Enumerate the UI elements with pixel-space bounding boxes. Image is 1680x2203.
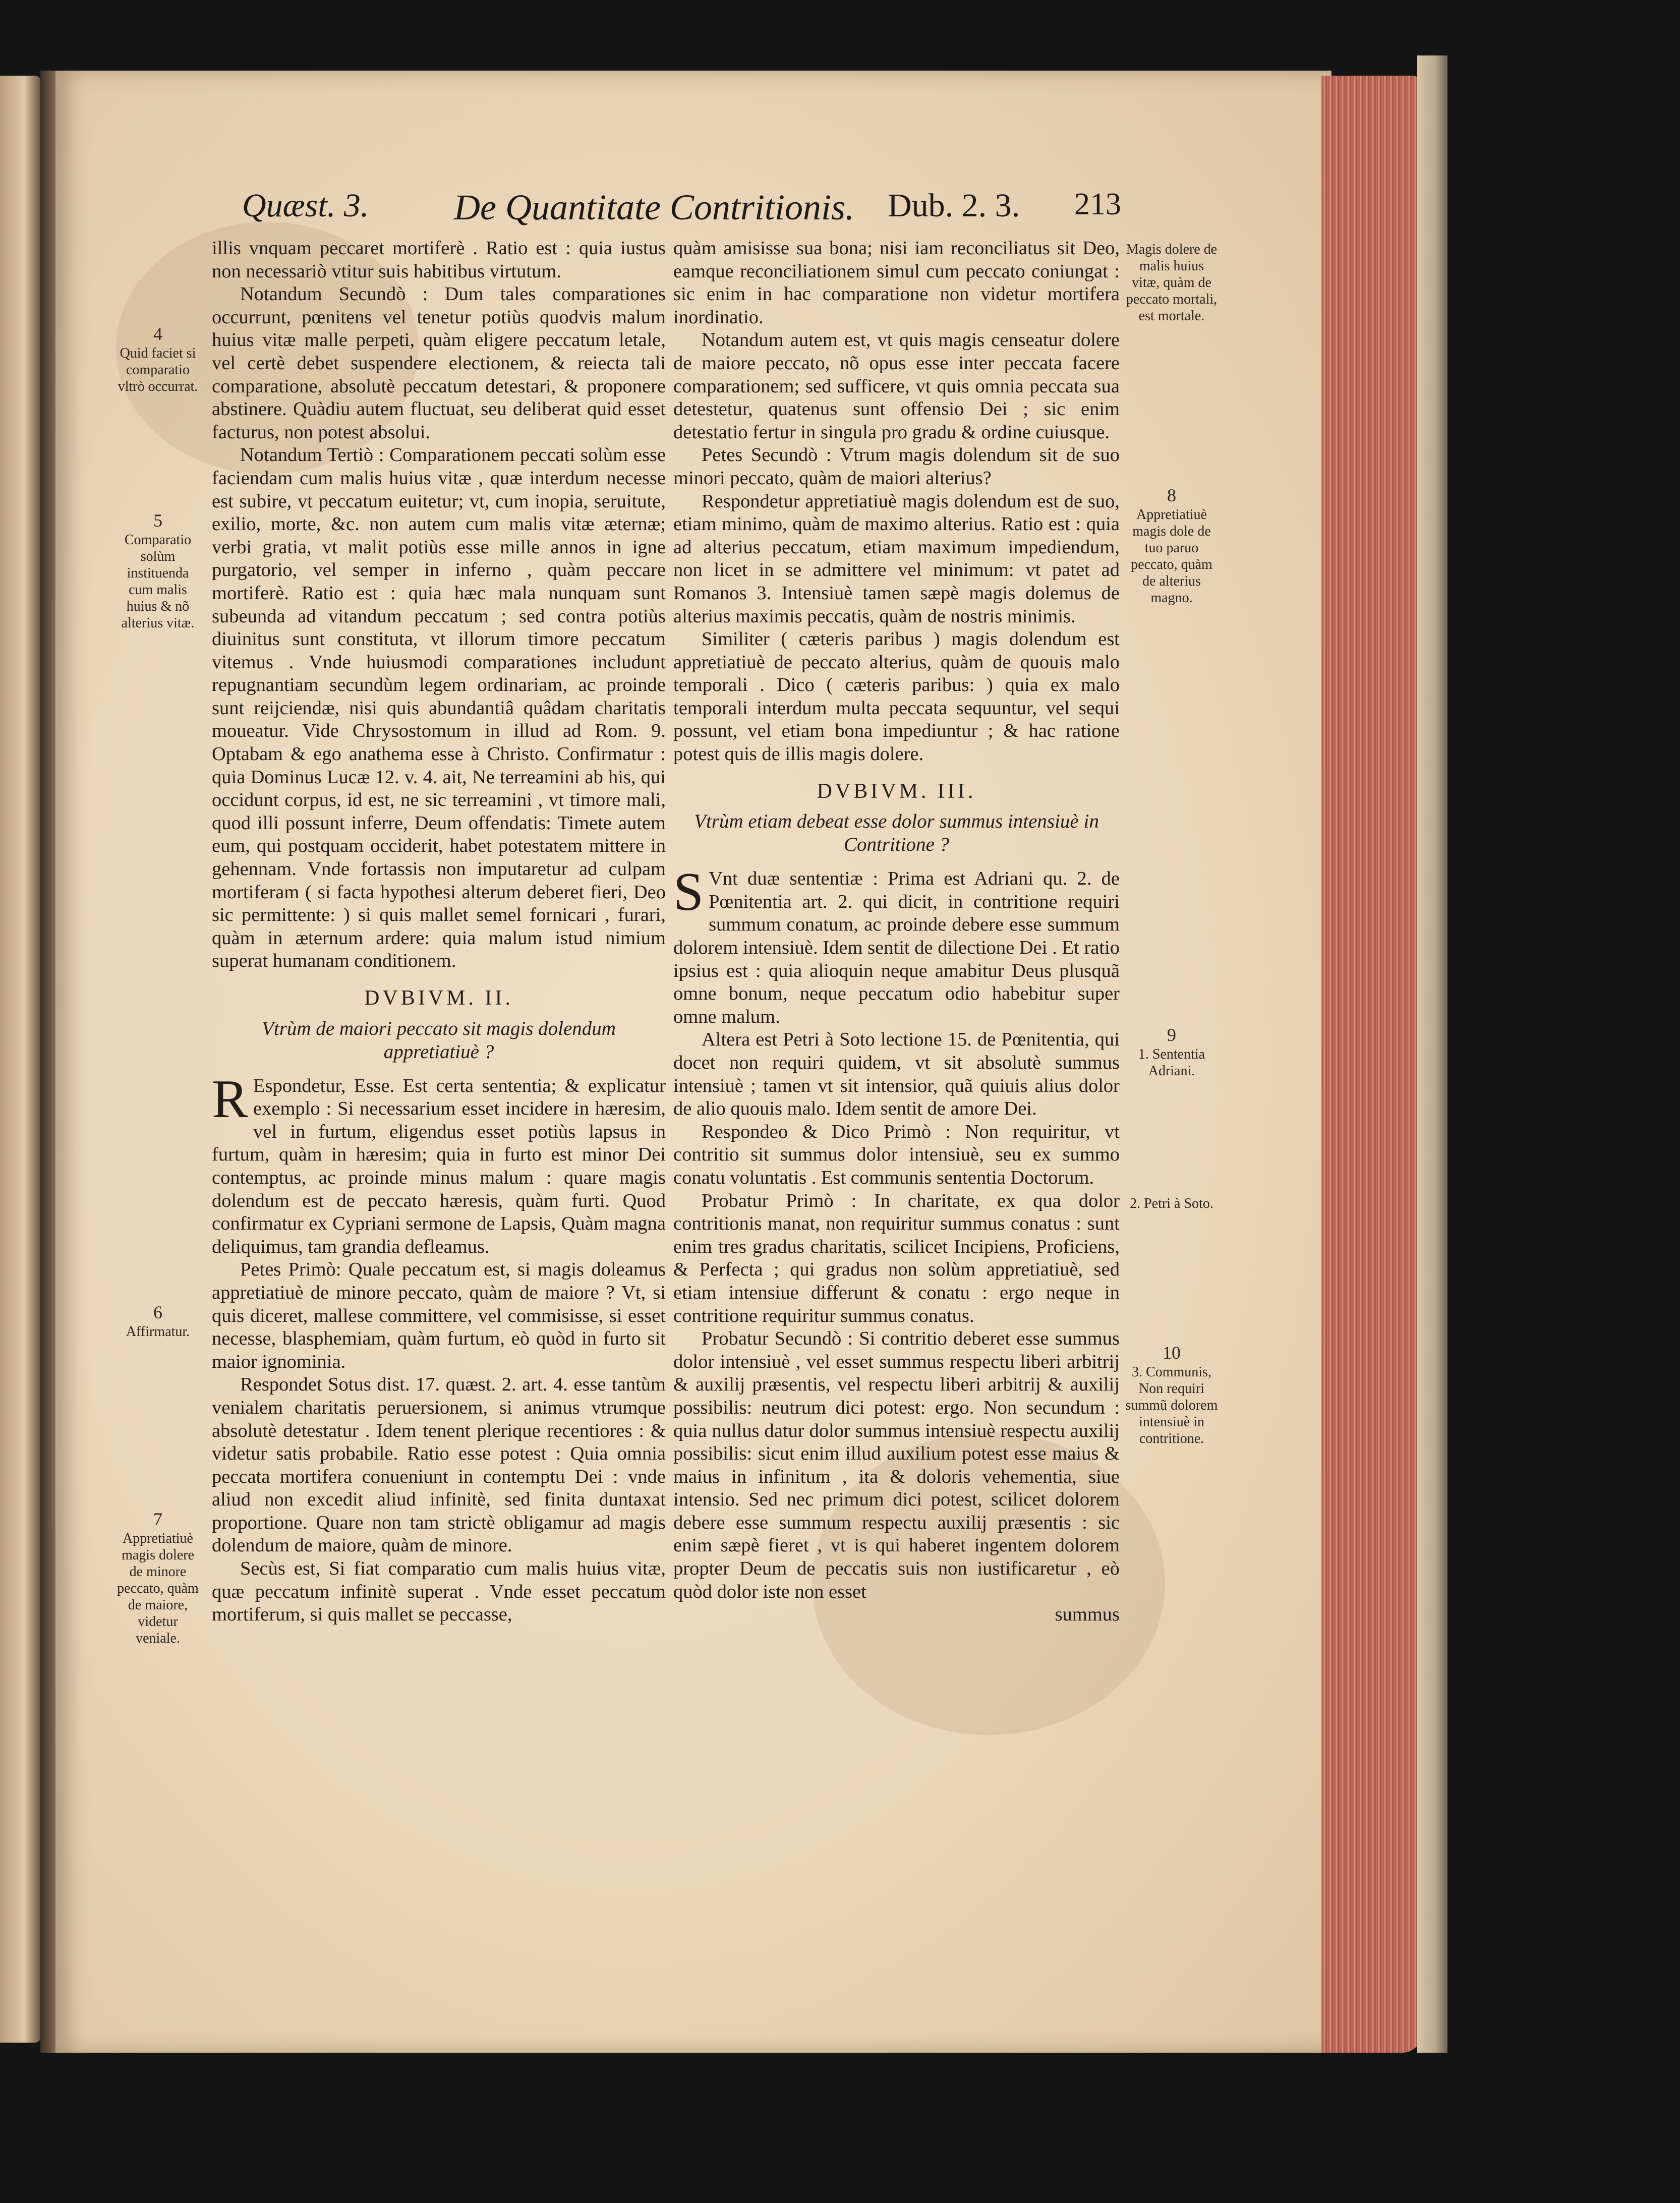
paragraph bbox=[212, 1069, 666, 1259]
paragraph: Similiter ( cæteris paribus ) magis dolendum est appretiatiuè de peccato alterius, quàm de quouis malo temporali . Dico ( cæteris paribus: ) quia ex malo temporali interdum multa peccata sequuntur, vel sequi possunt, vel etiam bona impediuntur ; & hac ratione potest quis de illis magis dolere. bbox=[673, 628, 1120, 765]
paragraph: illis vnquam peccaret mortiferè . Ratio est : quia iustus non necessariò vtitur suis habitibus virtutum. bbox=[212, 238, 666, 282]
margin-note bbox=[115, 1508, 201, 1647]
drop-cap: S bbox=[673, 862, 704, 922]
margin-number: 6 bbox=[153, 1302, 162, 1322]
running-head-question: Quæst. 3. bbox=[242, 187, 369, 224]
margin-note bbox=[115, 509, 201, 631]
running-head-dubium: Dub. 2. 3. bbox=[888, 187, 1020, 224]
margin-text: Magis dolere de malis huius vitæ, quàm de peccato mortali, est mortale. bbox=[1126, 242, 1218, 324]
section-heading: DVBIVM. III. bbox=[817, 779, 976, 803]
paragraph: Respondeo & Dico Primò : Non requiritur, vt contritio sit summus dolor intensiuè, seu ex summo conatu voluntatis . Est communis sententia Doctorum. bbox=[673, 1121, 1120, 1188]
section-question: Vtrùm de maiori peccato sit magis dolendum appretiatiuè ? bbox=[262, 1017, 616, 1063]
margin-number: 5 bbox=[153, 510, 162, 531]
paragraph-text: Vnt duæ sententiæ : Prima est Adriani qu. 2. de Pœnitentia art. 2. qui dicit, in contritione requiri summum conatum, ac proinde debere esse summum dolorem intensiuè. Idem sentit de dilectione Dei . Et ratio ipsius est : quia alioquin neque amabitur Deus plusquã omne bonum, neque peccatum odio habebitur super omne malum. bbox=[673, 868, 1120, 1027]
board-edge bbox=[1417, 55, 1447, 2053]
paragraph bbox=[673, 862, 1120, 1028]
paragraph: Petes Secundò : Vtrum magis dolendum sit de suo minori peccato, quàm de maiori alterius? bbox=[673, 444, 1120, 489]
margin-text: Quid faciet si comparatio vltrò occurrat. bbox=[118, 345, 198, 394]
margin-text: Appretiatiuè magis dolere de minore peccato, quàm de maiore, videtur veniale. bbox=[117, 1531, 199, 1646]
margin-text: Comparatio solùm instituenda cum malis huius & nõ alterius vitæ. bbox=[121, 532, 195, 631]
margin-note bbox=[1124, 241, 1220, 324]
margin-note bbox=[115, 1301, 201, 1340]
margin-number: 10 bbox=[1163, 1343, 1181, 1363]
running-head-title: De Quantitate Contritionis. bbox=[454, 187, 855, 227]
paragraph: Secùs est, Si fiat comparatio cum malis huius vitæ, quæ peccatum infinitè superat . Vnde esset peccatum mortiferum, si quis mallet se peccasse, bbox=[212, 1558, 666, 1626]
margin-note bbox=[1124, 484, 1220, 606]
paragraph: quàm amisisse sua bona; nisi iam reconciliatus sit Deo, eamque reconciliationem simul cum peccato coniungat : sic enim in hac comparatione non videtur mortifera inordinatio. bbox=[673, 238, 1120, 328]
facing-page-edge bbox=[0, 76, 40, 2043]
left-text-column bbox=[212, 237, 666, 1627]
paragraph: Respondet Sotus dist. 17. quæst. 2. art. 4. esse tantùm venialem charitatis peruersionem, si animus vtrumque absolutè detestatur . Idem tenent plerique recentiores : & videtur satis probabile. Ratio esse potest : Quia omnia peccata mortifera conueniunt in contemptu Dei : vnde aliud non excedit aliud infinitè, sed finita duntaxat proportione. Quare non tam strictè obligamur ad magis dolendum de maiore, quàm de minore. bbox=[212, 1374, 666, 1556]
margin-text: 3. Communis, Non requiri summũ dolorem intensiuè in contritione. bbox=[1125, 1364, 1218, 1446]
margin-text: 1. Sententia Adriani. bbox=[1138, 1047, 1205, 1079]
margin-number: 9 bbox=[1167, 1025, 1176, 1045]
page-number: 213 bbox=[1074, 187, 1121, 221]
margin-text: Affirmatur. bbox=[126, 1324, 190, 1340]
paragraph: Altera est Petri à Soto lectione 15. de Pœnitentia, qui docet non requiri quidem, vt sit absolutè summus intensiuè ; tamen vt sit intensior, quã quiuis alius dolor de alio quouis malo. Idem sentit de amore Dei. bbox=[673, 1029, 1120, 1120]
section-question: Vtrùm etiam debeat esse dolor summus intensiuè in Contritione ? bbox=[694, 810, 1099, 856]
right-text-column bbox=[673, 237, 1120, 1627]
margin-number: 7 bbox=[153, 1509, 162, 1529]
margin-note bbox=[115, 323, 201, 395]
paragraph: Respondetur appretiatiuè magis dolendum est de suo, etiam minimo, quàm de maximo alterius. Ratio est : quia ad alterius peccatum, etiam maximum impediendum, non licet in se admittere vel minimum: vt patet ad Romanos 3. Intensiuè tamen sæpè magis dolemus de alterius maximis peccatis, quàm de nostris minimis. bbox=[673, 490, 1120, 627]
margin-note bbox=[1124, 1195, 1220, 1212]
catchword: summus bbox=[1055, 1604, 1120, 1626]
paragraph: Probatur Primò : In charitate, ex qua dolor contritionis manat, non requiritur summus conatus : sunt enim tres gradus charitatis, scilicet Incipiens, Proficiens, & Perfecta ; qui gradus non solùm appretiatiuè, sed etiam intensiue differunt & conatu : ergo neque in contritione requiritur summus conatus. bbox=[673, 1190, 1120, 1326]
running-head bbox=[242, 187, 1140, 237]
red-page-edges bbox=[1321, 76, 1422, 2053]
paragraph: Notandum Secundò : Dum tales comparationes occurrunt, pœnitens vel tenetur potiùs quodvis malum huius vitæ malle perpeti, quàm eligere peccatum letale, vel certè debet suspendere electionem, & reiecta tali comparatione, absolutè peccatum detestari, & proponere abstinere. Quàdiu autem fluctuat, seu deliberat quid esset facturus, non potest absolui. bbox=[212, 283, 666, 443]
drop-cap: R bbox=[212, 1069, 249, 1129]
section-heading: DVBIVM. II. bbox=[364, 987, 513, 1010]
margin-note bbox=[1124, 1342, 1220, 1447]
margin-number: 8 bbox=[1167, 485, 1176, 505]
paragraph-text: Espondetur, Esse. Est certa sententia; & explicatur exemplo : Si necessarium esset incidere in hæresim, vel in furtum, eligendus esset potiùs lapsus in furtum, quàm in hæresim; quia in furto est minor Dei contemptus, ac proinde minus malum : quare magis dolendum est de peccato hæresis, quàm furti. Quod confirmatur ex Cypriani sermone de Lapsis, Quàm magna deliquimus, tam grandia defleamus. bbox=[212, 1075, 666, 1257]
paragraph: Petes Primò: Quale peccatum est, si magis doleamus appretiatiuè de minore peccato, quàm de maiore ? Vt, si quis diceret, mallese committere, vel commisisse, si esset necesse, blasphemiam, quàm furtum, eò quòd in furto sit maior ignominia. bbox=[212, 1259, 666, 1372]
paragraph: Probatur Secundò : Si contritio deberet esse summus dolor intensiuè , vel esset summus respectu liberi arbitrij & auxilij præsentis, vel respectu liberi arbitrij & auxilij possibilis: neutrum dici potest: ergo. Non secundum : quia nullus datur dolor summus intensiuè respectu auxilij possibilis: sicut enim illud auxilium potest esse maius & maius in infinitum , ita & doloris vehementia, siue intensio. Sed nec primum dici potest, scilicet dolorem debere esse summum respectu auxilij præsentis : sic enim sæpè fieret , vt is qui haberet ingentem dolorem propter Deum de peccatis suis non iustificaretur , eò quòd dolor iste non esset bbox=[673, 1328, 1120, 1602]
paragraph: Notandum autem est, vt quis magis censeatur dolere de maiore peccato, nõ opus esse inter peccata facere comparationem; sed sufficere, vt quis omnia peccata sua detestetur, quatenus sunt offensio Dei ; sic enim detestatio fertur in singula pro gradu & ordine cuiusque. bbox=[673, 329, 1120, 443]
margin-text: Appretiatiuè magis dole de tuo paruo peccato, quàm de alterius magno. bbox=[1131, 507, 1212, 606]
margin-text: 2. Petri à Soto. bbox=[1130, 1196, 1213, 1211]
margin-note bbox=[1124, 1024, 1220, 1079]
margin-number: 4 bbox=[153, 324, 162, 344]
paragraph: Notandum Tertiò : Comparationem peccati solùm esse faciendam cum malis huius vitæ , quæ interdum necesse est subire, vt peccatum euitetur; vt, cum inopia, seruitute, exilio, morte, &c. non autem cum malis vitæ æternæ; verbi gratia, vt malit potiùs esse mille annos in igne purgatorio, vel semper in inferno , quàm peccare mortiferè. Ratio est : quia hæc mala nunquam sunt subeunda ad vitandum peccatum ; sed contra potiùs diuinitus sunt constituta, vt illorum timore peccatum vitemus . Vnde huiusmodi comparationes includunt repugnantiam secundùm legem ordinariam, ac proinde sunt reijciendæ, nisi quis abundantiâ quâdam charitatis moueatur. Vide Chrysostomum in illud ad Rom. 9. Optabam & ego anathema esse à Christo. Confirmatur : quia Dominus Lucæ 12. v. 4. ait, Ne terreamini ab his, qui occidunt corpus, id est, ne sic terreamini , vt timore mali, quod illi possunt inferre, Deum offendatis: Timete autem eum, qui postquam occiderit, habet potestatem mittere in gehennam. Vnde fortassis non imputaretur ad culpam mortiferam ( si facta hypothesi alterum deberet fieri, Deo sic permittente: ) si quis mallet semel fornicari , furari, quàm in æternum ardere: quia malum istud nimium superat humanam conditionem. bbox=[212, 444, 666, 972]
